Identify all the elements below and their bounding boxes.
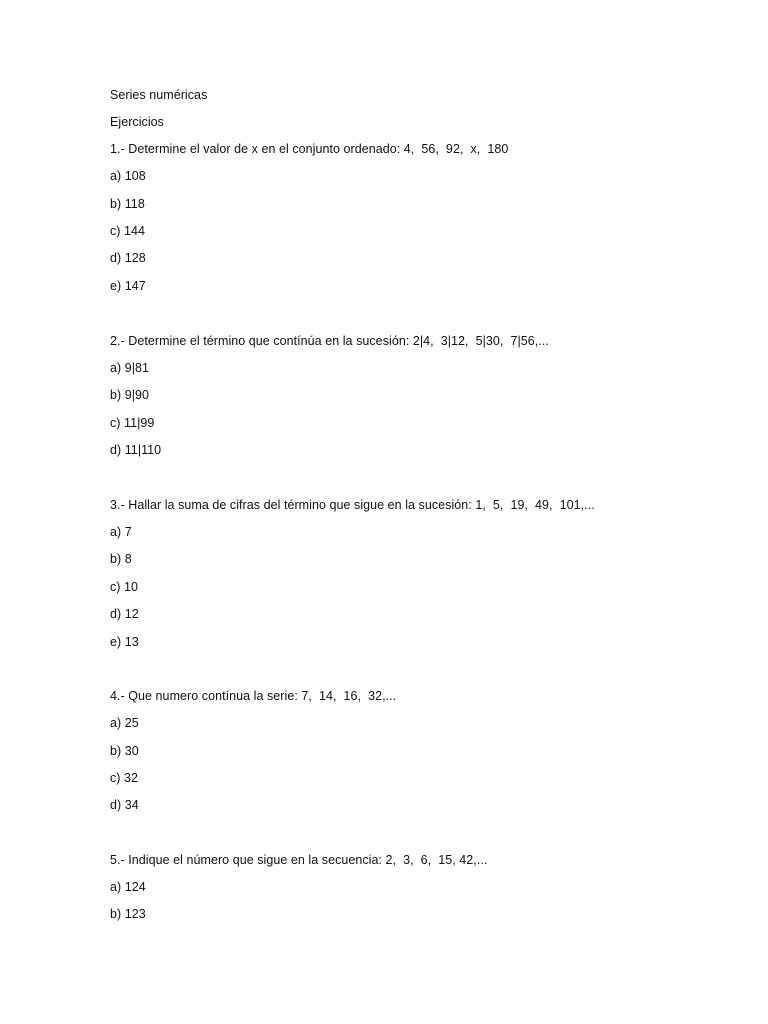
question-4-option-a: a) 25 xyxy=(110,716,139,730)
document-title: Series numéricas xyxy=(110,88,208,102)
question-3-option-b: b) 8 xyxy=(110,552,132,566)
question-3-option-a: a) 7 xyxy=(110,525,132,539)
question-5-text: 5.- Indique el número que sigue en la secuencia: 2, 3, 6, 15, 42,... xyxy=(110,853,488,867)
question-4-option-b: b) 30 xyxy=(110,744,139,758)
question-4-option-d: d) 34 xyxy=(110,798,139,812)
question-1-option-e: e) 147 xyxy=(110,279,146,293)
question-1-text: 1.- Determine el valor de x en el conjunto ordenado: 4, 56, 92, x, 180 xyxy=(110,142,509,156)
question-1-option-b: b) 118 xyxy=(110,197,145,211)
question-3-option-c: c) 10 xyxy=(110,580,139,594)
question-3-option-d: d) 12 xyxy=(110,607,139,621)
question-4-option-c: c) 32 xyxy=(110,771,139,785)
question-2-option-d: d) 11|110 xyxy=(110,443,162,457)
question-1-option-a: a) 108 xyxy=(110,169,146,183)
question-2-option-c: c) 11|99 xyxy=(110,416,155,430)
question-4-text: 4.- Que numero contínua la serie: 7, 14, 16, 32,... xyxy=(110,689,397,703)
document-subtitle: Ejercicios xyxy=(110,115,164,129)
question-5-option-b: b) 123 xyxy=(110,907,146,921)
question-3-text: 3.- Hallar la suma de cifras del término que sigue en la sucesión: 1, 5, 19, 49, 101,... xyxy=(110,498,595,512)
question-5-option-a: a) 124 xyxy=(110,880,146,894)
question-1-option-c: c) 144 xyxy=(110,224,146,238)
question-1-option-d: d) 128 xyxy=(110,251,146,265)
question-2-text: 2.- Determine el término que contínúa en la sucesión: 2|4, 3|12, 5|30, 7|56,... xyxy=(110,334,549,348)
question-3-option-e: e) 13 xyxy=(110,635,139,649)
question-2-option-b: b) 9|90 xyxy=(110,388,150,402)
question-2-option-a: a) 9|81 xyxy=(110,361,150,375)
